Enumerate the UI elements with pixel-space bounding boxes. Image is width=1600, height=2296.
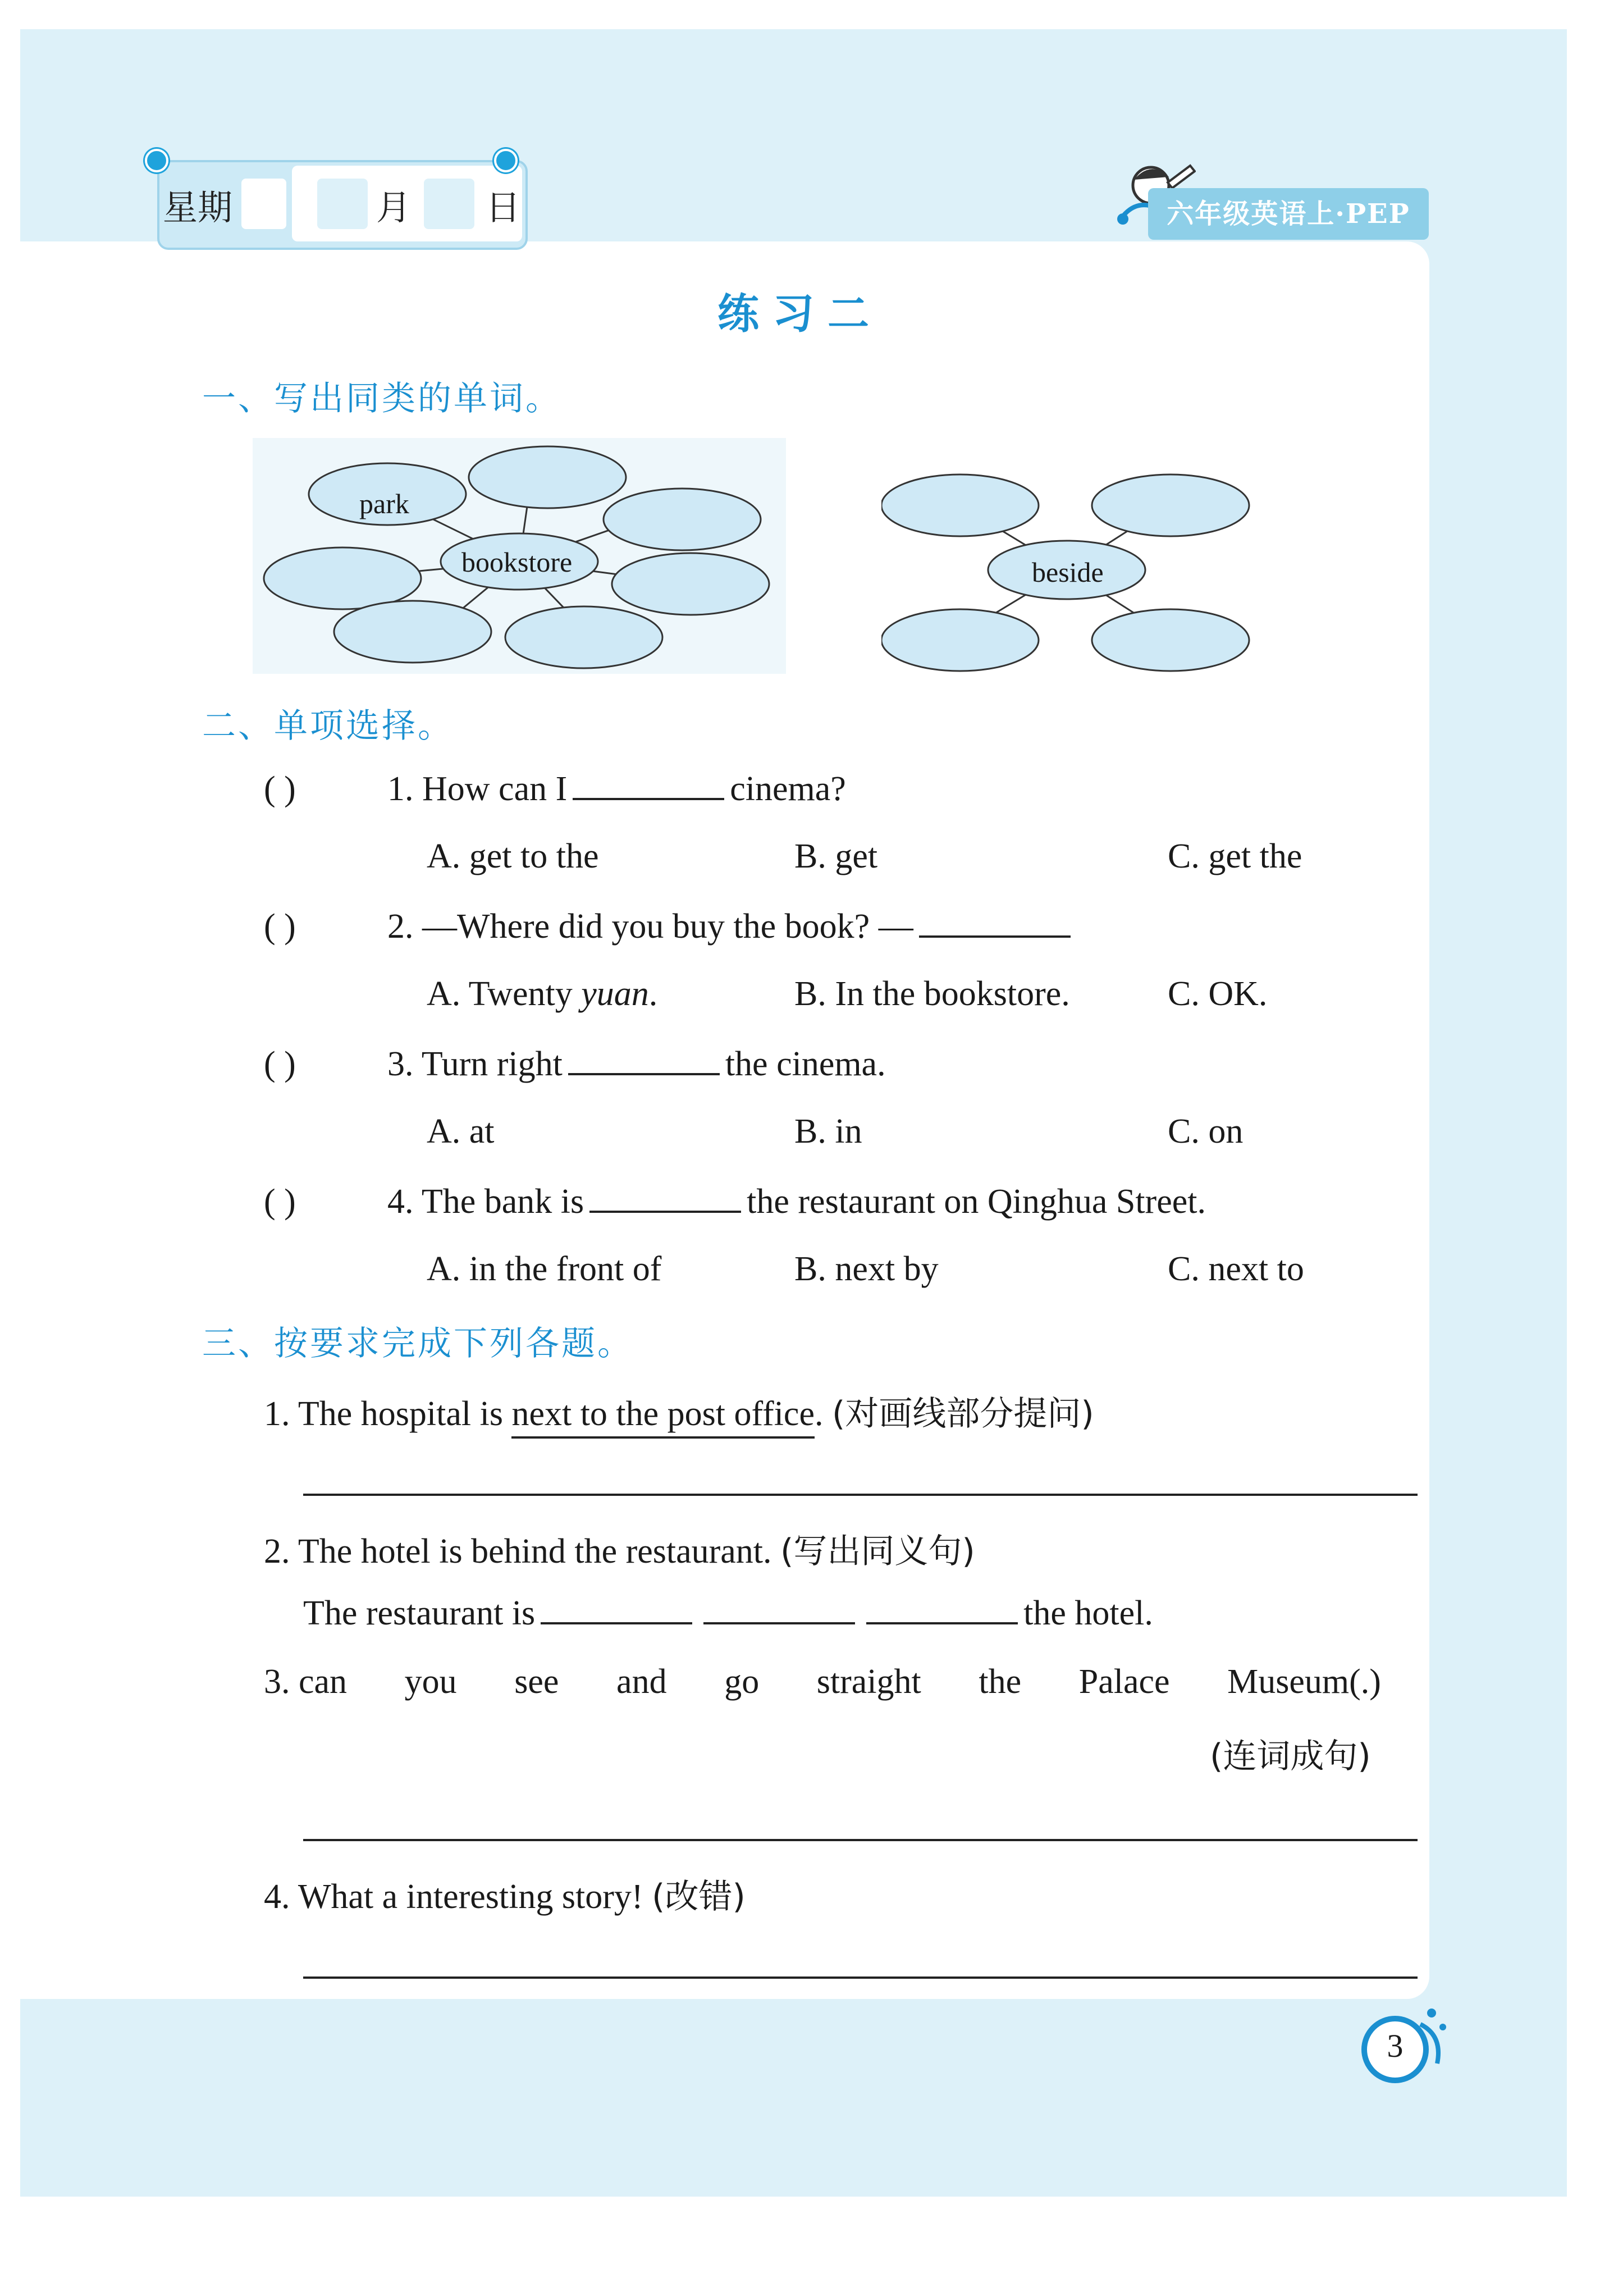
q2-fill-start: The restaurant is [303, 1594, 536, 1632]
blank-bubble [604, 489, 761, 550]
blank-bubble [334, 601, 491, 663]
answer-paren[interactable]: ( ) [264, 1045, 296, 1083]
section1-heading: 一、写出同类的单词。 [202, 379, 561, 418]
answer-paren[interactable]: ( ) [264, 770, 296, 808]
q1-instruction: (对画线部分提问) [831, 1394, 1094, 1434]
pin-icon [145, 149, 168, 172]
page-title: 练习二 [717, 290, 883, 338]
blank-bubble [505, 606, 662, 668]
grade-tag: 六年级英语上·PEP [1148, 188, 1429, 240]
blank-bubble [612, 553, 769, 615]
question-stem-end: cinema? [730, 770, 846, 808]
q3-word: Museum(.) [1227, 1663, 1381, 1701]
answer-paren[interactable]: ( ) [264, 1183, 296, 1221]
option-b: B. In the bookstore. [794, 975, 1070, 1013]
q3-word: straight [816, 1663, 921, 1701]
fill-blank[interactable] [541, 1594, 692, 1624]
q1-text: 1. The hospital is [264, 1395, 512, 1433]
answer-paren[interactable]: ( ) [264, 907, 296, 946]
given-word-park: park [359, 488, 409, 519]
question-2 [387, 907, 1076, 947]
fill-blank[interactable] [589, 1183, 741, 1213]
fill-blank[interactable] [703, 1594, 855, 1624]
option-a: A. at [427, 1112, 495, 1151]
option-b: B. in [794, 1112, 862, 1151]
q3-word: you [404, 1663, 457, 1701]
center-word-beside: beside [1032, 556, 1104, 588]
question-stem: 4. The bank is [387, 1183, 584, 1221]
month-label: 月 [376, 187, 412, 228]
option-a-italic: yuan [581, 975, 649, 1013]
question-stem: 1. How can I [387, 770, 568, 808]
page-number: 3 [1387, 2028, 1404, 2064]
option-a: A. get to the [427, 837, 599, 875]
q3-word: Palace [1078, 1663, 1170, 1701]
month-field[interactable] [317, 179, 368, 229]
q4-instruction: (改错) [652, 1877, 746, 1916]
fill-blank[interactable] [866, 1594, 1018, 1624]
q2-text: 2. The hotel is behind the restaurant. [264, 1532, 772, 1571]
q3-word: see [514, 1663, 559, 1701]
q2-instruction: (写出同义句) [780, 1532, 975, 1571]
q1-end: . [814, 1395, 824, 1433]
question-stem: 2. —Where did you buy the book? — [387, 907, 913, 946]
question-stem-end: the restaurant on Qinghua Street. [747, 1183, 1206, 1221]
section2-heading: 二、单项选择。 [202, 706, 454, 746]
blank-bubble [264, 547, 421, 609]
bottom-strip [20, 1999, 1567, 2197]
option-c: C. next to [1168, 1250, 1304, 1288]
answer-line[interactable] [303, 1494, 1418, 1496]
option-b: B. next by [794, 1250, 939, 1288]
q3-word: the [979, 1663, 1022, 1701]
question-stem: 3. Turn right [387, 1045, 563, 1083]
fill-blank[interactable] [919, 907, 1071, 938]
q1-underlined: next to the post office [511, 1395, 815, 1439]
option-c: C. on [1168, 1112, 1244, 1151]
question-1 [387, 769, 846, 809]
fill-blank[interactable] [573, 770, 724, 800]
section3-heading: 三、按要求完成下列各题。 [202, 1324, 633, 1363]
q3-instruction: (连词成句) [1210, 1737, 1371, 1776]
day-field[interactable] [424, 179, 474, 229]
answer-line[interactable] [303, 1977, 1418, 1979]
day-label: 日 [486, 187, 521, 228]
rewrite-question-3 [264, 1662, 1381, 1702]
q2-fill-sentence [303, 1594, 1153, 1633]
weekday-field[interactable] [241, 179, 286, 229]
rewrite-question-4 [264, 1870, 746, 1918]
q4-text: 4. What a interesting story! [264, 1878, 643, 1916]
question-stem-end: the cinema. [725, 1045, 886, 1083]
question-3 [387, 1044, 886, 1084]
rewrite-question-1 [264, 1387, 1094, 1435]
pin-icon [494, 149, 518, 172]
option-a: A. in the front of [427, 1250, 662, 1288]
option-b: B. get [794, 837, 878, 875]
option-c: C. OK. [1168, 975, 1268, 1013]
q3-word: 3. can [264, 1663, 348, 1701]
weekday-label: 星期 [163, 187, 233, 228]
rewrite-question-2 [264, 1524, 975, 1573]
q3-word: go [724, 1663, 760, 1701]
option-c: C. get the [1168, 837, 1302, 875]
answer-line[interactable] [303, 1839, 1418, 1841]
q3-word: and [616, 1663, 667, 1701]
option-a-text: A. Twenty [427, 975, 582, 1013]
question-4 [387, 1182, 1206, 1222]
option-a [427, 974, 657, 1014]
option-a-end: . [648, 975, 658, 1013]
blank-bubble [469, 446, 626, 508]
q2-fill-end: the hotel. [1023, 1594, 1153, 1632]
fill-blank[interactable] [568, 1045, 720, 1075]
center-word-bookstore: bookstore [461, 546, 573, 578]
